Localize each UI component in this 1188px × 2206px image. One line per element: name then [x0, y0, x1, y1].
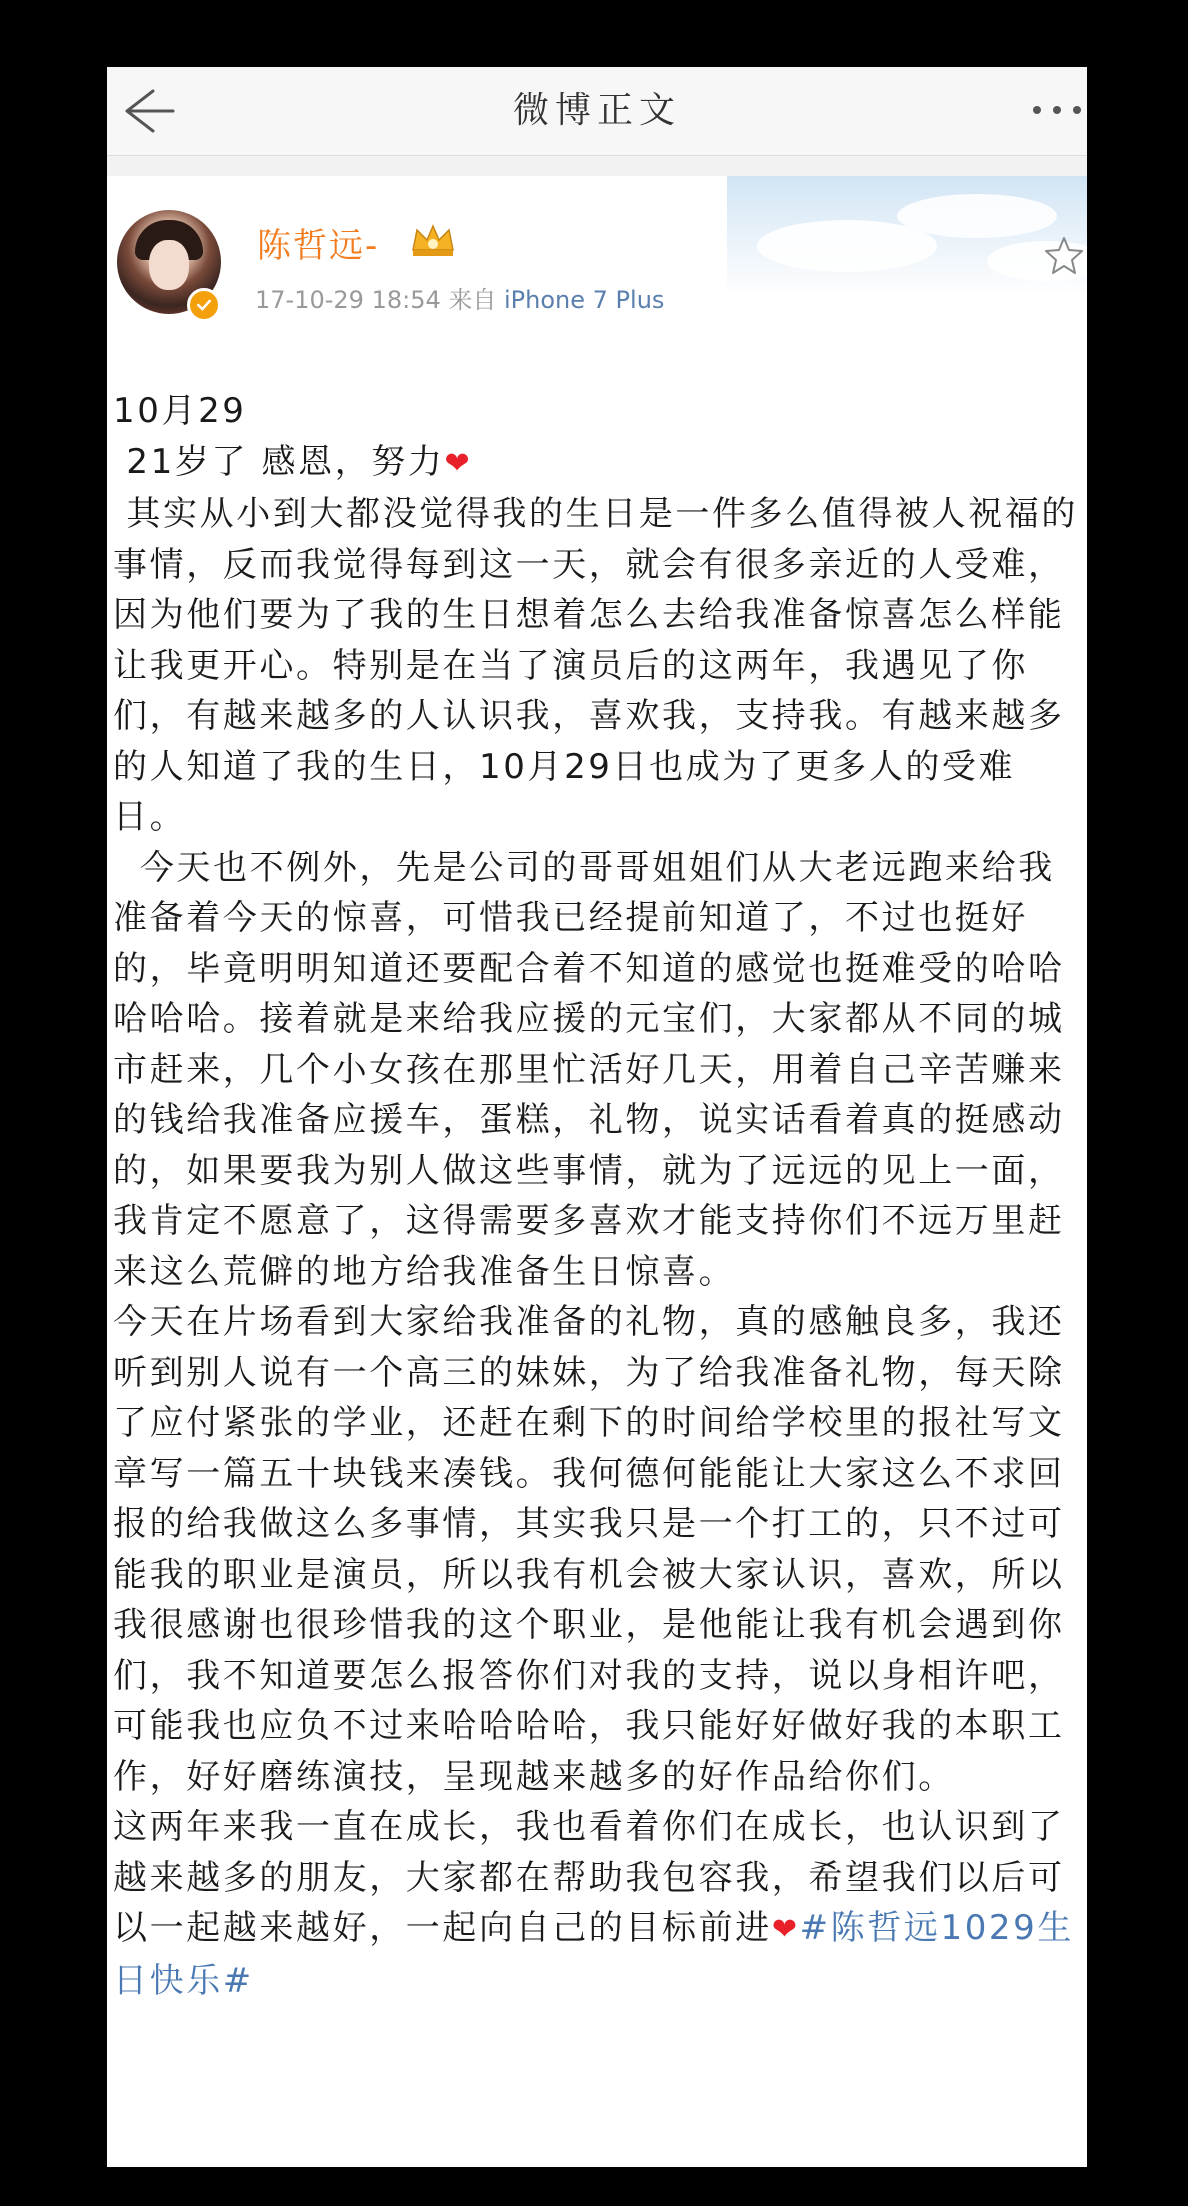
date-line: 10月29 — [113, 391, 247, 431]
birthday-line — [113, 437, 1083, 490]
heart-icon: ❤ — [771, 1912, 800, 1947]
favorite-star-icon[interactable] — [1043, 234, 1085, 276]
paragraph-1: 其实从小到大都没觉得我的生日是一件多么值得被人祝福的事情，反而我觉得每到这一天，就会有很多亲近的人受难，因为他们要为了我的生日想着怎么去给我准备惊喜怎么样能让我更开心。特别是在当了演员后的这两年，我遇见了你们，有越来越多的人认识我，喜欢我，支持我。有越来越多的人知道了我的生日，10月29日也成为了更多人的受难日。 — [113, 494, 1079, 837]
post-timestamp: 17-10-29 18:54 — [255, 286, 441, 314]
author-name[interactable]: 陈哲远- — [257, 226, 380, 266]
heart-icon: ❤ — [444, 445, 473, 481]
divider-strip — [107, 156, 1087, 176]
topic-hash-start[interactable]: # — [799, 1908, 831, 1948]
post-header — [107, 176, 1087, 386]
birthday-text: 21岁了 感恩，努力 — [113, 441, 445, 482]
paragraph-4 — [113, 1802, 1083, 2006]
weibo-post-screen — [107, 67, 1087, 2167]
post-body — [113, 386, 1083, 2006]
verified-badge-icon — [187, 288, 221, 322]
vip-crown-icon[interactable] — [407, 220, 459, 260]
cloud-background-decoration — [727, 176, 1087, 296]
paragraph-3: 今天在片场看到大家给我准备的礼物，真的感触良多，我还听到别人说有一个高三的妹妹，为了给我准备礼物，每天除了应付紧张的学业，还赶在剩下的时间给学校里的报社写文章写一篇五十块钱来凑钱。我何德何能能让大家这么不求回报的给我做这么多事情，其实我只是一个打工的，只不过可能我的职业是演员，所以我有机会被大家认识，喜欢，所以我很感谢也很珍惜我的这个职业，是他能让我有机会遇到你们，我不知道要怎么报答你们对我的支持，说以身相许吧，可能我也应负不过来哈哈哈哈，我只能好好做好我的本职工作，好好磨练演技，呈现越来越多的好作品给你们。 — [113, 1302, 1065, 1797]
source-prefix: 来自 — [448, 286, 497, 314]
more-dots-icon[interactable] — [1017, 95, 1087, 125]
paragraph-2: 今天也不例外，先是公司的哥哥姐姐们从大老远跑来给我准备着今天的惊喜，可惜我已经提前知道了，不过也挺好的，毕竟明明知道还要配合着不知道的感觉也挺难受的哈哈哈哈哈。接着就是来给我应援的元宝们，大家都从不同的城市赶来，几个小女孩在那里忙活好几天，用着自己辛苦赚来的钱给我准备应援车，蛋糕，礼物，说实话看着真的挺感动的，如果要我为别人做这些事情，就为了远远的见上一面，我肯定不愿意了，这得需要多喜欢才能支持你们不远万里赶来这么荒僻的地方给我准备生日惊喜。 — [113, 847, 1065, 1292]
paragraph-4-text: 这两年来我一直在成长，我也看着你们在成长，也认识到了越来越多的朋友，大家都在帮助我包容我，希望我们以后可以一起越来越好，一起向自己的目标前进 — [113, 1807, 1065, 1948]
post-source[interactable]: iPhone 7 Plus — [504, 286, 665, 314]
navigation-bar — [107, 67, 1087, 156]
post-meta — [255, 280, 664, 315]
page-title: 微博正文 — [512, 90, 681, 131]
topic-link[interactable]: 陈哲远1029生日快乐# — [113, 1908, 1074, 2001]
